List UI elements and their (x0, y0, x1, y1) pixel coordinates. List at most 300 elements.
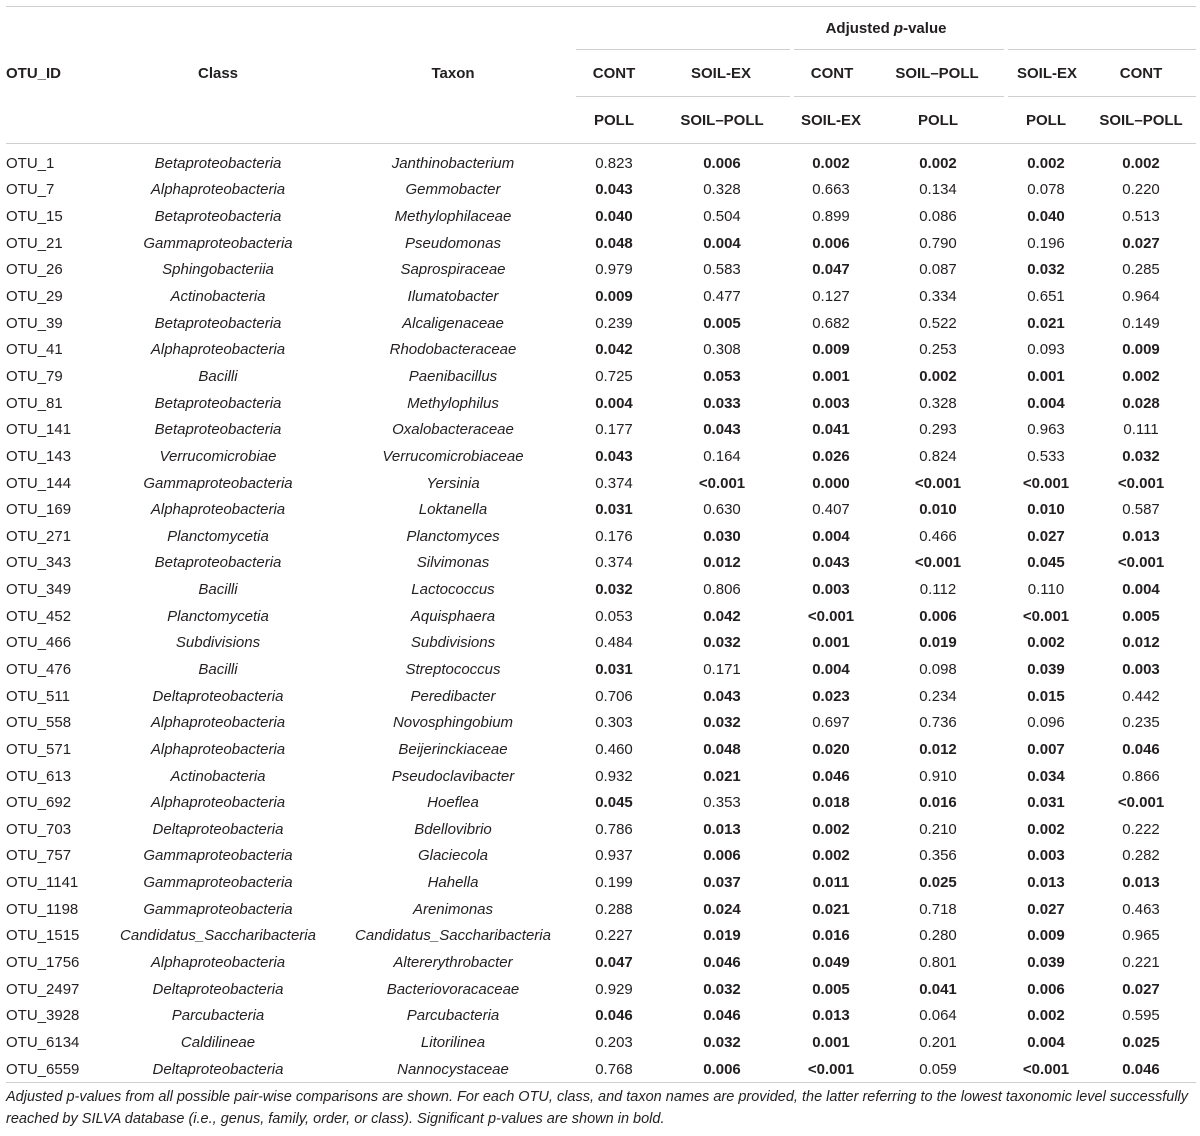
pvalue-cell: 0.004 (812, 527, 850, 545)
table-row (6, 416, 1196, 443)
pvalue-cell: 0.032 (1122, 447, 1160, 465)
pvalue-cell: 0.024 (703, 900, 741, 918)
pvalue-cell: 0.786 (595, 820, 633, 838)
pvalue-cell: 0.021 (703, 767, 741, 785)
otu-id-cell: OTU_6559 (6, 1056, 106, 1083)
pvalue-cell: 0.682 (812, 314, 850, 332)
pvalue-cell: 0.001 (812, 367, 850, 385)
class-cell: Actinobacteria (170, 767, 266, 785)
pvalue-cell: 0.706 (595, 687, 633, 705)
pvalue-cell: 0.697 (812, 714, 850, 732)
pvalue-cell: 0.293 (919, 421, 957, 439)
pvalue-cell: 0.021 (1027, 314, 1065, 332)
taxon-cell: Novosphingobium (392, 714, 514, 732)
pvalue-cell: 0.003 (812, 394, 850, 412)
pvalue-cell: 0.965 (1122, 927, 1160, 945)
pvalue-cell: 0.466 (919, 527, 957, 545)
pvalue-cell: 0.053 (595, 607, 633, 625)
pvalue-cell: 0.149 (1122, 314, 1160, 332)
table-body (6, 144, 1196, 1083)
class-cell: Bacilli (198, 581, 238, 599)
taxon-cell: Planctomyces (406, 527, 500, 545)
pvalue-cell: 0.048 (703, 740, 741, 758)
otu-id-cell: OTU_39 (6, 314, 63, 332)
taxon-cell: Streptococcus (405, 660, 501, 678)
otu-id-cell: OTU_343 (6, 554, 72, 572)
table-row (6, 443, 1196, 470)
pvalue-cell: 0.522 (919, 314, 957, 332)
pvalue-cell: 0.093 (1027, 341, 1065, 359)
table-row (6, 843, 1196, 870)
pvalue-cell: 0.096 (1027, 714, 1065, 732)
pvalue-cell: 0.866 (1122, 767, 1160, 785)
table-row (6, 257, 1196, 284)
pvalue-cell: 0.041 (812, 421, 850, 439)
pvalue-cell: 0.285 (1122, 261, 1160, 279)
pvalue-cell: 0.032 (703, 1033, 741, 1051)
pvalue-cell: 0.026 (812, 447, 850, 465)
table-row (6, 709, 1196, 736)
class-cell: Gammaproteobacteria (143, 847, 293, 865)
pvalue-cell: <0.001 (914, 554, 962, 572)
pvalue-cell: 0.030 (703, 527, 741, 545)
table-row (6, 177, 1196, 204)
otu-id-cell: OTU_1 (6, 154, 55, 172)
class-cell: Alphaproteobacteria (150, 714, 286, 732)
comp-6-bottom: SOIL–POLL (1086, 97, 1196, 144)
pvalue-cell: 0.222 (1122, 820, 1160, 838)
taxon-cell: Candidatus_Saccharibacteria (355, 927, 551, 945)
class-cell: Alphaproteobacteria (150, 740, 286, 758)
pvalue-cell: 0.002 (812, 820, 850, 838)
otu-id-cell: OTU_79 (6, 367, 63, 385)
table-row (6, 1056, 1196, 1083)
pvalue-cell: 0.007 (1027, 740, 1065, 758)
pvalue-cell: 0.595 (1122, 1007, 1160, 1025)
pvalue-cell: 0.013 (1027, 874, 1065, 892)
table-row (6, 550, 1196, 577)
pvalue-cell: 0.583 (703, 261, 741, 279)
otu-id-cell: OTU_703 (6, 820, 72, 838)
table-row (6, 470, 1196, 497)
pvalue-cell: 0.013 (1122, 874, 1160, 892)
pvalue-cell: 0.460 (595, 740, 633, 758)
table-row (6, 896, 1196, 923)
pvalue-cell: 0.000 (812, 474, 850, 492)
pvalue-cell: 0.328 (919, 394, 957, 412)
pvalue-cell: 0.006 (919, 607, 957, 625)
pvalue-cell: 0.112 (919, 581, 957, 599)
pvalue-cell: 0.027 (1027, 900, 1065, 918)
taxon-cell: Subdivisions (410, 634, 496, 652)
taxon-cell: Methylophilaceae (394, 208, 512, 226)
table-row (6, 949, 1196, 976)
pvalue-cell: 0.015 (1027, 687, 1065, 705)
otu-id-cell: OTU_143 (6, 447, 72, 465)
pvalue-cell: 0.016 (919, 794, 957, 812)
pvalue-cell: 0.303 (595, 714, 633, 732)
pvalue-cell: 0.005 (703, 314, 741, 332)
pvalue-cell: 0.328 (703, 181, 741, 199)
pvalue-cell: 0.027 (1027, 527, 1065, 545)
pvalue-cell: 0.937 (595, 847, 633, 865)
pvalue-cell: 0.513 (1122, 208, 1160, 226)
pvalue-cell: 0.098 (919, 660, 957, 678)
comp-2-top: SOIL-EX (652, 50, 792, 97)
table-row (6, 336, 1196, 363)
otu-id-cell: OTU_1198 (6, 900, 79, 918)
table-row (6, 976, 1196, 1003)
pvalue-cell: <0.001 (698, 474, 746, 492)
pvalue-cell: 0.806 (703, 581, 741, 599)
pvalue-cell: 0.504 (703, 208, 741, 226)
pvalue-cell: 0.220 (1122, 181, 1160, 199)
pvalue-cell: 0.002 (812, 847, 850, 865)
pvalue-cell: 0.110 (1027, 581, 1065, 599)
otu-id-cell: OTU_81 (6, 394, 63, 412)
group-header-text: Adjusted p-value (825, 19, 947, 37)
pvalue-cell: 0.234 (919, 687, 957, 705)
pvalue-cell: 0.001 (812, 1033, 850, 1051)
class-cell: Sphingobacteriia (162, 261, 274, 279)
pvalue-cell: 0.006 (703, 847, 741, 865)
pvalue-cell: 0.018 (812, 794, 850, 812)
class-cell: Alphaproteobacteria (150, 341, 286, 359)
col-otu-header: OTU_ID (6, 64, 62, 82)
otu-id-cell: OTU_452 (6, 607, 72, 625)
class-cell: Gammaproteobacteria (143, 234, 293, 252)
pvalue-cell: 0.651 (1027, 288, 1065, 306)
pvalue-cell: 0.630 (703, 501, 741, 519)
pvalue-cell: 0.003 (1027, 847, 1065, 865)
pvalue-cell: 0.033 (703, 394, 741, 412)
pvalue-cell: 0.027 (1122, 980, 1160, 998)
class-cell: Parcubacteria (171, 1007, 265, 1025)
pvalue-cell: 0.039 (1027, 954, 1065, 972)
pvalue-cell: 0.587 (1122, 501, 1160, 519)
class-cell: Candidatus_Saccharibacteria (120, 927, 316, 945)
pvalue-cell: 0.028 (1122, 394, 1160, 412)
taxon-cell: Rhodobacteraceae (389, 341, 517, 359)
pvalue-cell: 0.006 (812, 234, 850, 252)
otu-id-cell: OTU_466 (6, 634, 72, 652)
pvalue-cell: 0.201 (919, 1033, 957, 1051)
taxon-cell: Lactococcus (411, 581, 495, 599)
comp-2-bottom: SOIL–POLL (652, 97, 792, 144)
class-cell: Verrucomicrobiae (159, 447, 277, 465)
pvalue-cell: 0.046 (1122, 740, 1160, 758)
class-cell: Betaproteobacteria (154, 314, 282, 332)
class-cell: Deltaproteobacteria (152, 820, 284, 838)
col-class-header: Class (197, 64, 239, 82)
comp-4-bottom: POLL (870, 97, 1006, 144)
otu-id-cell: OTU_1141 (6, 874, 79, 892)
pvalue-cell: 0.176 (595, 527, 633, 545)
table-row (6, 816, 1196, 843)
pvalue-cell: <0.001 (792, 1056, 870, 1083)
class-cell: Deltaproteobacteria (106, 1056, 330, 1083)
pvalue-cell: 0.356 (919, 847, 957, 865)
pvalue-cell: 0.004 (1122, 581, 1160, 599)
pvalue-cell: 0.374 (595, 554, 633, 572)
class-cell: Alphaproteobacteria (150, 181, 286, 199)
col-taxon-header: Taxon (431, 64, 475, 82)
pvalue-cell: 0.002 (1027, 1007, 1065, 1025)
pvalue-cell: 0.031 (595, 660, 633, 678)
taxon-cell: Ilumatobacter (407, 288, 499, 306)
taxon-cell: Glaciecola (417, 847, 489, 865)
taxon-cell: Yersinia (426, 474, 480, 492)
class-cell: Gammaproteobacteria (143, 900, 293, 918)
pvalue-cell: 0.003 (812, 581, 850, 599)
otu-id-cell: OTU_21 (6, 234, 63, 252)
table-row (6, 683, 1196, 710)
taxon-cell: Parcubacteria (406, 1007, 500, 1025)
otu-id-cell: OTU_3928 (6, 1007, 80, 1025)
pvalue-cell: 0.910 (919, 767, 957, 785)
pvalue-cell: 0.043 (703, 421, 741, 439)
class-cell: Betaproteobacteria (154, 554, 282, 572)
pvalue-cell: 0.004 (595, 394, 633, 412)
table-row (6, 763, 1196, 790)
taxon-cell: Pseudomonas (405, 234, 501, 252)
pvalue-cell: 0.010 (1027, 501, 1065, 519)
pvalue-cell: 0.963 (1027, 421, 1065, 439)
taxon-cell: Altererythrobacter (393, 954, 513, 972)
pvalue-cell: 0.019 (919, 634, 957, 652)
class-cell: Gammaproteobacteria (143, 874, 293, 892)
otu-id-cell: OTU_26 (6, 261, 63, 279)
pvalue-cell: 0.064 (919, 1007, 957, 1025)
pvalue-cell: 0.043 (812, 554, 850, 572)
pvalue-cell: 0.004 (703, 234, 741, 252)
pvalue-cell: 0.042 (703, 607, 741, 625)
pvalue-cell: 0.801 (919, 954, 957, 972)
pvalue-cell: 0.040 (1027, 208, 1065, 226)
pvalue-cell: 0.235 (1122, 714, 1160, 732)
pvalue-cell: 0.053 (703, 367, 741, 385)
pvalue-cell: 0.032 (1027, 261, 1065, 279)
table-row (6, 310, 1196, 337)
taxon-cell: Bdellovibrio (414, 820, 492, 838)
table-row (6, 869, 1196, 896)
group-header (576, 7, 1196, 50)
table-row (6, 496, 1196, 523)
pvalue-cell: 0.012 (703, 554, 741, 572)
pvalue-cell: 0.027 (1122, 234, 1160, 252)
otu-id-cell: OTU_558 (6, 714, 72, 732)
pvalue-cell: 0.087 (919, 261, 957, 279)
pvalue-cell: 0.442 (1122, 687, 1160, 705)
pvalue-cell: 0.025 (1122, 1033, 1160, 1051)
table-row (6, 1003, 1196, 1030)
pvalue-cell: 0.043 (595, 447, 633, 465)
pvalue-cell: 0.047 (595, 954, 633, 972)
pvalue-cell: 0.012 (919, 740, 957, 758)
pvalue-cell: 0.020 (812, 740, 850, 758)
pvalue-cell: 0.045 (1027, 554, 1065, 572)
class-cell: Bacilli (198, 660, 238, 678)
table-row (6, 630, 1196, 657)
pvalue-cell: 0.006 (652, 1056, 792, 1083)
class-cell: Gammaproteobacteria (143, 474, 293, 492)
pvalue-cell: 0.227 (595, 927, 633, 945)
pvalue-cell: 0.002 (919, 367, 957, 385)
otu-id-cell: OTU_6134 (6, 1033, 80, 1051)
table-row (6, 363, 1196, 390)
pvalue-cell: 0.407 (812, 501, 850, 519)
otu-id-cell: OTU_476 (6, 660, 72, 678)
pvalue-cell: 0.282 (1122, 847, 1160, 865)
pvalue-cell: 0.203 (595, 1033, 633, 1051)
pvalue-cell: 0.210 (919, 820, 957, 838)
class-cell: Deltaproteobacteria (152, 687, 284, 705)
pvalue-cell: 0.001 (812, 634, 850, 652)
pvalue-cell: 0.533 (1027, 447, 1065, 465)
pvalue-cell: 0.221 (1122, 954, 1160, 972)
pvalue-cell: 0.374 (595, 474, 633, 492)
pvalue-cell: 0.790 (919, 234, 957, 252)
taxon-cell: Arenimonas (412, 900, 494, 918)
pvalue-cell: 0.899 (812, 208, 850, 226)
table-row (6, 603, 1196, 630)
pvalue-cell: 0.288 (595, 900, 633, 918)
taxon-cell: Aquisphaera (410, 607, 496, 625)
table-row (6, 656, 1196, 683)
comp-1-bottom: POLL (576, 97, 652, 144)
adjusted-pvalue-table (6, 6, 1196, 1083)
class-cell: Alphaproteobacteria (150, 794, 286, 812)
pvalue-cell: 0.239 (595, 314, 633, 332)
pvalue-cell: 0.768 (576, 1056, 652, 1083)
class-cell: Planctomycetia (167, 607, 269, 625)
table-row (6, 283, 1196, 310)
pvalue-cell: 0.005 (812, 980, 850, 998)
pvalue-cell: 0.025 (919, 874, 957, 892)
taxon-cell: Loktanella (418, 501, 488, 519)
pvalue-cell: 0.039 (1027, 660, 1065, 678)
table-row (6, 523, 1196, 550)
comp-1-top: CONT (576, 50, 652, 97)
pvalue-cell: 0.009 (812, 341, 850, 359)
pvalue-cell: 0.045 (595, 794, 633, 812)
otu-id-cell: OTU_41 (6, 341, 63, 359)
class-cell: Alphaproteobacteria (150, 501, 286, 519)
pvalue-cell: 0.002 (1122, 154, 1160, 172)
pvalue-cell: 0.042 (595, 341, 633, 359)
class-cell: Actinobacteria (170, 288, 266, 306)
pvalue-cell: 0.032 (703, 634, 741, 652)
pvalue-cell: 0.043 (703, 687, 741, 705)
comp-5-top: SOIL-EX (1006, 50, 1086, 97)
pvalue-cell: 0.013 (812, 1007, 850, 1025)
taxon-cell: Nannocystaceae (330, 1056, 576, 1083)
pvalue-cell: 0.004 (1027, 1033, 1065, 1051)
pvalue-cell: 0.009 (1122, 341, 1160, 359)
pvalue-cell: 0.823 (595, 154, 633, 172)
taxon-cell: Hoeflea (427, 794, 479, 812)
pvalue-cell: 0.111 (1123, 421, 1159, 439)
pvalue-cell: 0.002 (1027, 154, 1065, 172)
class-cell: Betaproteobacteria (154, 394, 282, 412)
pvalue-cell: 0.280 (919, 927, 957, 945)
pvalue-cell: 0.308 (703, 341, 741, 359)
taxon-cell: Hahella (427, 874, 479, 892)
pvalue-cell: 0.253 (919, 341, 957, 359)
pvalue-cell: 0.046 (703, 1007, 741, 1025)
pvalue-cell: 0.046 (703, 954, 741, 972)
pvalue-cell: 0.009 (1027, 927, 1065, 945)
pvalue-cell: 0.048 (595, 234, 633, 252)
pvalue-cell: <0.001 (1022, 474, 1070, 492)
pvalue-cell: <0.001 (914, 474, 962, 492)
class-cell: Subdivisions (175, 634, 261, 652)
taxon-cell: Litorilinea (420, 1033, 486, 1051)
taxon-cell: Bacteriovoracaceae (386, 980, 520, 998)
otu-id-cell: OTU_29 (6, 288, 63, 306)
class-cell: Bacilli (198, 367, 238, 385)
pvalue-cell: 0.031 (1027, 794, 1065, 812)
otu-id-cell: OTU_141 (6, 421, 72, 439)
class-cell: Planctomycetia (167, 527, 269, 545)
pvalue-cell: 0.031 (595, 501, 633, 519)
pvalue-cell: 0.013 (703, 820, 741, 838)
pvalue-cell: 0.041 (919, 980, 957, 998)
pvalue-cell: 0.001 (1027, 367, 1065, 385)
pvalue-cell: 0.003 (1122, 660, 1160, 678)
pvalue-cell: 0.002 (812, 154, 850, 172)
taxon-cell: Peredibacter (410, 687, 496, 705)
pvalue-cell: 0.177 (595, 421, 633, 439)
pvalue-cell: 0.164 (703, 447, 741, 465)
pvalue-cell: 0.134 (919, 181, 957, 199)
pvalue-cell: 0.932 (595, 767, 633, 785)
pvalue-cell: 0.009 (595, 288, 633, 306)
otu-id-cell: OTU_757 (6, 847, 72, 865)
pvalue-cell: 0.006 (1027, 980, 1065, 998)
pvalue-cell: 0.046 (812, 767, 850, 785)
pvalue-cell: 0.032 (703, 980, 741, 998)
table-row (6, 230, 1196, 257)
pvalue-cell: 0.718 (919, 900, 957, 918)
pvalue-cell: 0.059 (870, 1056, 1006, 1083)
pvalue-cell: 0.929 (595, 980, 633, 998)
pvalue-cell: 0.171 (703, 660, 741, 678)
class-cell: Betaproteobacteria (154, 208, 282, 226)
taxon-cell: Beijerinckiaceae (398, 740, 508, 758)
taxon-cell: Gemmobacter (405, 181, 501, 199)
pvalue-cell: 0.086 (919, 208, 957, 226)
header-spacer-bottom (6, 97, 576, 144)
pvalue-cell: 0.005 (1122, 607, 1160, 625)
pvalue-cell: 0.663 (812, 181, 850, 199)
taxon-cell: Silvimonas (416, 554, 490, 572)
class-cell: Betaproteobacteria (154, 154, 282, 172)
taxon-cell: Pseudoclavibacter (391, 767, 515, 785)
pvalue-cell: 0.016 (812, 927, 850, 945)
pvalue-cell: 0.463 (1122, 900, 1160, 918)
table-row (6, 923, 1196, 950)
pvalue-cell: 0.199 (595, 874, 633, 892)
pvalue-cell: 0.334 (919, 288, 957, 306)
taxon-cell: Verrucomicrobiaceae (382, 447, 524, 465)
pvalue-cell: 0.021 (812, 900, 850, 918)
pvalue-cell: <0.001 (1022, 607, 1070, 625)
pvalue-cell: 0.002 (1122, 367, 1160, 385)
otu-id-cell: OTU_1756 (6, 954, 80, 972)
pvalue-cell: 0.078 (1027, 181, 1065, 199)
class-cell: Deltaproteobacteria (152, 980, 284, 998)
